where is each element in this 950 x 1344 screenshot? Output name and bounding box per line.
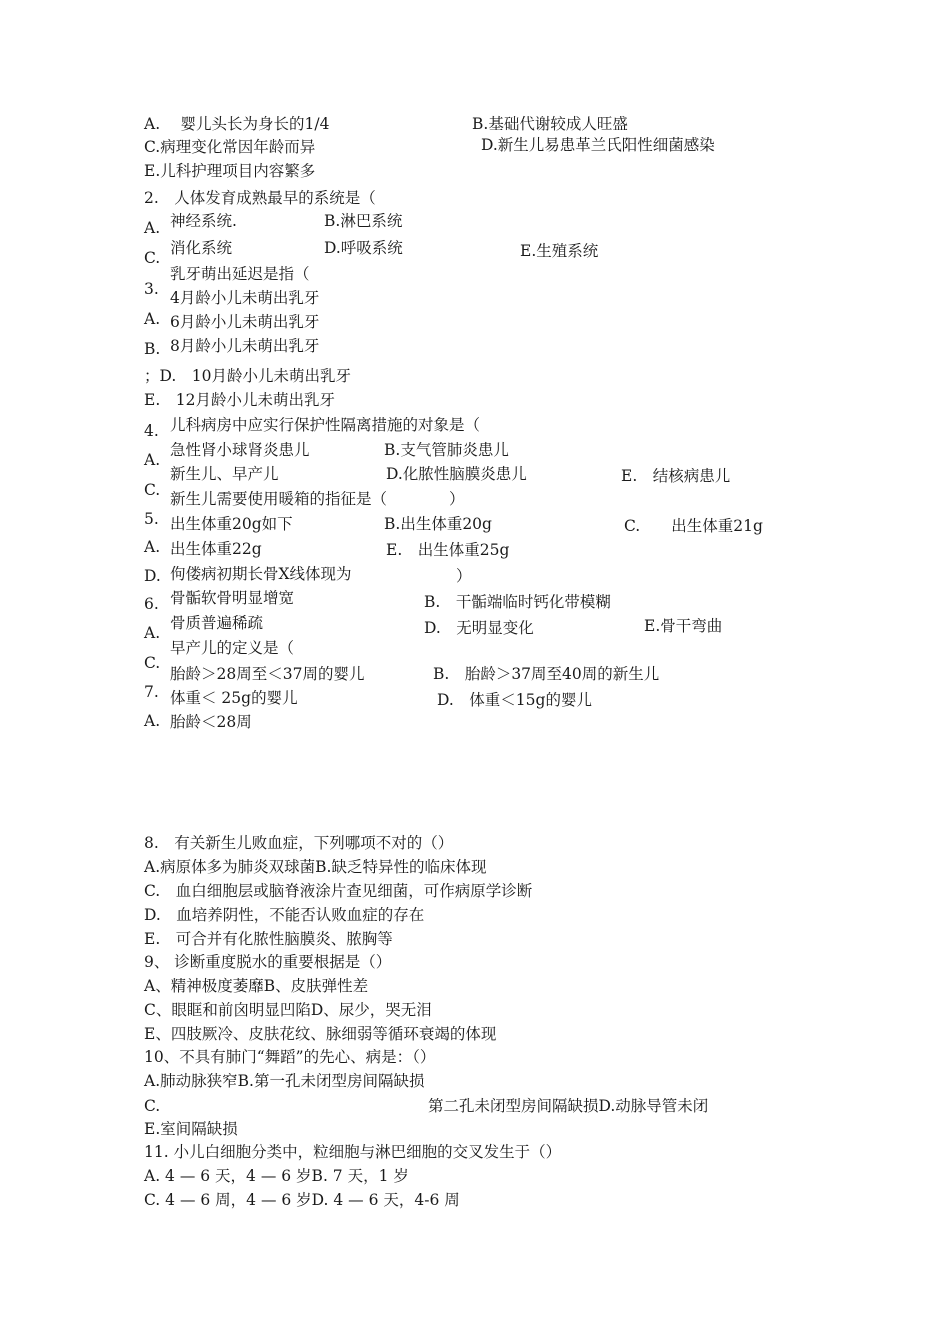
q6-option-a-letter: A.: [144, 624, 161, 642]
q7-option-c: 体重＜ 25g的婴儿: [170, 689, 298, 707]
q5-number: 5.: [144, 510, 159, 528]
q3-option-a-letter: A.: [144, 310, 161, 328]
q4-option-c: 新生儿、早产儿: [170, 465, 279, 483]
q9-options-cd: C、眼眶和前囟明显凹陷D、尿少，哭无泪: [144, 1001, 432, 1019]
q2-option-e: E.生殖系统: [520, 242, 599, 260]
q5-option-a-letter: A.: [144, 538, 161, 556]
q2-option-c-letter: C.: [144, 249, 161, 267]
q1-option-c: C.病理变化常因年龄而异: [144, 138, 316, 156]
q10-options-ab: A.肺动脉狭窄B.第一孔未闭型房间隔缺损: [144, 1072, 425, 1090]
q6-number: 6.: [144, 595, 159, 613]
q3-option-b0: 6月龄小儿未萌出乳牙: [170, 313, 320, 331]
q7-option-a-letter: A.: [144, 712, 161, 730]
q4-option-b: B.支气管肺炎患儿: [384, 441, 509, 459]
q1-option-e: E.儿科护理项目内容繁多: [144, 162, 316, 180]
q4-option-a: 急性肾小球肾炎患儿: [170, 441, 310, 459]
q8-options-ab: A.病原体多为肺炎双球菌B.缺乏特异性的临床体现: [144, 858, 487, 876]
q9-options-ab: A、精神极度萎靡B、皮肤弹性差: [144, 977, 369, 995]
q7-option-d: D. 体重＜15g的婴儿: [437, 691, 592, 709]
q6-option-a: 骨骺软骨明显增宽: [170, 589, 295, 607]
q1-option-b: B.基础代谢较成人旺盛: [472, 115, 628, 133]
q2-option-b: B.淋巴系统: [324, 212, 403, 230]
q3-option-e: E. 12月龄小儿未萌出乳牙: [144, 391, 335, 409]
q4-stem: 儿科病房中应实行保护性隔离措施的对象是（: [170, 416, 481, 434]
q7-option-a: 胎龄＞28周至＜37周的婴儿: [170, 665, 365, 683]
q2-option-c: 消化系统: [170, 239, 233, 257]
q5-option-c: C. 出生体重21g: [624, 517, 763, 535]
q3-stem: 乳牙萌出延迟是指（: [170, 265, 310, 283]
q3-option-b: 8月龄小儿未萌出乳牙: [170, 337, 320, 355]
q9-option-e: E、四肢厥冷、皮肤花纹、脉细弱等循环衰竭的体现: [144, 1025, 497, 1043]
q8-option-c: C. 血白细胞层或脑脊液涂片查见细菌，可作病原学诊断: [144, 882, 533, 900]
q5-option-a: 出生体重20g如下: [170, 515, 293, 533]
q8-option-d: D. 血培养阴性，不能否认败血症的存在: [144, 906, 425, 924]
q5-option-b: B.出生体重20g: [384, 515, 492, 533]
q1-option-a: A. 婴儿头长为身长的1/4: [144, 115, 330, 133]
q11-stem: 11. 小儿白细胞分类中，粒细胞与淋巴细胞的交叉发生于（）: [144, 1143, 562, 1161]
q7-option-b: B. 胎龄＞37周至40周的新生儿: [433, 665, 660, 683]
q4-option-c-letter: C.: [144, 481, 161, 499]
q10-option-c-letter: C.: [144, 1097, 161, 1115]
q9-stem: 9、 诊断重度脱水的重要根据是（）: [144, 953, 392, 971]
q2-option-a: 神经系统.: [170, 212, 237, 230]
q3-number: 3.: [144, 280, 159, 298]
q5-option-d-letter: D.: [144, 567, 161, 585]
q2-option-d: D.呼吸系统: [324, 239, 403, 257]
q2-option-a-letter: A.: [144, 219, 161, 237]
q3-option-a: 4月龄小儿未萌出乳牙: [170, 289, 320, 307]
q6-option-c-letter: C.: [144, 654, 161, 672]
q6-option-b: B. 干骺端临时钙化带模糊: [424, 593, 611, 611]
q8-stem: 8. 有关新生儿败血症，下列哪项不对的（）: [144, 834, 454, 852]
q6-option-d: D. 无明显变化: [424, 619, 534, 637]
q8-option-e: E. 可合并有化脓性脑膜炎、脓胸等: [144, 930, 393, 948]
q4-option-d: D.化脓性脑膜炎患儿: [386, 465, 527, 483]
q6-stem-close: ）: [456, 567, 472, 585]
q3-option-b-letter: B.: [144, 340, 161, 358]
q6-option-e: E.骨干弯曲: [644, 617, 723, 635]
q6-stem: 佝偻病初期长骨X线体现为: [170, 565, 352, 583]
q6-option-c: 骨质普遍稀疏: [170, 614, 264, 632]
q7-option-e: 胎龄＜28周: [170, 713, 252, 731]
q4-option-a-letter: A.: [144, 451, 161, 469]
q11-options-ab: A. 4 — 6 天，4 — 6 岁B. 7 天，1 岁: [144, 1167, 409, 1185]
q3-option-d: ；D. 10月龄小儿未萌出乳牙: [144, 367, 352, 385]
q11-options-cd: C. 4 — 6 周，4 — 6 岁D. 4 — 6 天，4-6 周: [144, 1191, 460, 1209]
q4-number: 4.: [144, 422, 159, 440]
q4-option-e: E. 结核病患儿: [621, 467, 731, 485]
q10-option-e: E.室间隔缺损: [144, 1120, 238, 1138]
q1-option-d: D.新生儿易患革兰氏阳性细菌感染: [481, 136, 715, 154]
q7-number: 7.: [144, 683, 159, 701]
q10-options-cd: 第二孔未闭型房间隔缺损D.动脉导管未闭: [428, 1097, 709, 1115]
q5-option-d: 出生体重22g: [170, 540, 262, 558]
q5-option-e: E. 出生体重25g: [386, 541, 510, 559]
q10-stem: 10、不具有肺门“舞蹈”的先心、病是：（）: [144, 1048, 436, 1066]
q7-stem: 早产儿的定义是（: [170, 639, 295, 657]
q5-stem: 新生儿需要使用暖箱的指征是（ ）: [170, 490, 465, 508]
q2-stem: 2. 人体发育成熟最早的系统是（: [144, 189, 376, 207]
